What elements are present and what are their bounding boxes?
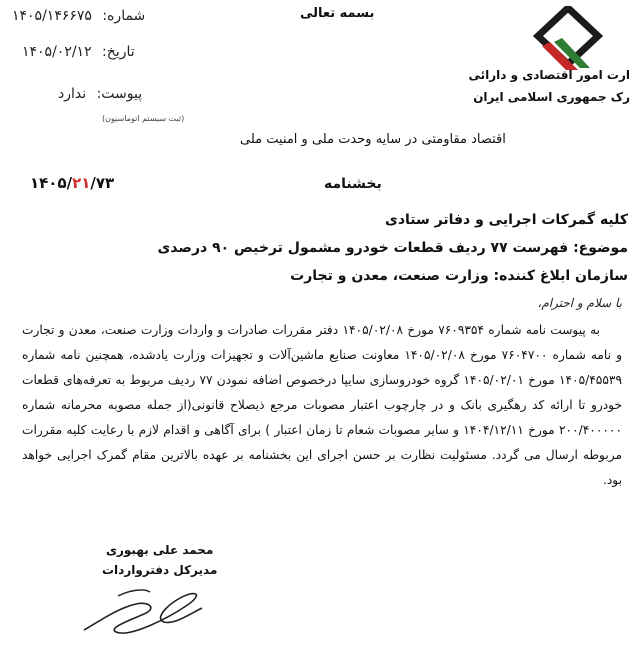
body-text <box>22 318 622 493</box>
notifying-org-line: سازمان ابلاغ کننده: وزارت صنعت، معدن و تجارت <box>290 268 628 284</box>
circular-number-part-1: ۱۴۰۵/ <box>30 174 73 192</box>
attachment-value: ندارد <box>58 86 87 102</box>
signatory <box>102 540 217 580</box>
subject-line: موضوع: فهرست ۷۷ ردیف قطعات خودرو مشمول ترخیص ۹۰ درصدی <box>157 240 628 256</box>
signature-icon <box>78 578 208 642</box>
circular-label: بخشنامه <box>324 176 382 192</box>
org-line-1: ارت امور اقتصادی و دارائی <box>468 68 630 82</box>
bismillah: بسمه تعالی <box>300 6 375 21</box>
letter-number-row <box>12 8 145 24</box>
body-paragraph: به پیوست نامه شماره ۷۶۰۹۳۵۴ مورخ ۱۴۰۵/۰۲/۰۸ دفتر مقررات صادرات و واردات وزارت صنعت، معدن و تجارت و نامه شماره ۷۶۰۴۷۰۰ مورخ ۱۴۰۵/۰۲/۰۸ معاونت صنایع ماشین‌آلات و تجهیزات وزارت یادشده، همچنین نامه شماره ۱۴۰۵/۴۵۵۳۹ مورخ ۱۴۰۵/۰۲/۰۱ گروه خودروسازی سایپا درخصوص اضافه نمودن ۷۷ ردیف مربوط به تعرفه‌های قطعات خودرو تا ارائه کد رهگیری بانک و در چارچوب اعتبار مصوبات مرجع ذیصلاح قانونی(از جمله مصوبه محرمانه شماره ۲۰۰/۴۰۰۰۰۰ مورخ ۱۴۰۴/۱۲/۱۱ و سایر مصوبات شعام تا زمان اعتبار ) برای آگاهی و اقدام لازم با رعایت کلیه مقررات مربوطه ارسال می گردد. مسئولیت نظارت بر حسن اجرای این بخشنامه بر عهده بالاترین مقام گمرک اجرایی خواهد بود. <box>22 323 623 487</box>
circular-number-highlight: ۲۱ <box>72 174 91 192</box>
customs-logo-icon <box>528 6 608 72</box>
circular-number <box>30 174 114 192</box>
number-value: ۱۴۰۵/۱۴۶۶۷۵ <box>12 8 92 24</box>
recipient-line: کلیه گمرکات اجرایی و دفاتر ستادی <box>385 212 628 228</box>
circular-number-part-3: /۷۳ <box>90 174 115 192</box>
org-line-2: رک جمهوری اسلامی ایران <box>473 90 630 104</box>
organization-name <box>468 64 630 108</box>
date-value: ۱۴۰۵/۰۲/۱۲ <box>22 44 92 60</box>
attachment-row <box>58 86 142 102</box>
letter-date-row <box>22 44 135 60</box>
signatory-title: مدیرکل دفترواردات <box>102 563 218 577</box>
system-note: (ثبت سیستم اتوماسیون) <box>102 114 185 123</box>
attachment-label: پیوست: <box>96 86 143 102</box>
signatory-name: محمد علی بهبوری <box>105 543 214 557</box>
number-label: شماره: <box>102 8 146 24</box>
greeting: با سلام و احترام، <box>537 296 622 310</box>
slogan: اقتصاد مقاومتی در سایه وحدت ملی و امنیت ملی <box>240 132 506 147</box>
date-label: تاریخ: <box>102 44 135 60</box>
